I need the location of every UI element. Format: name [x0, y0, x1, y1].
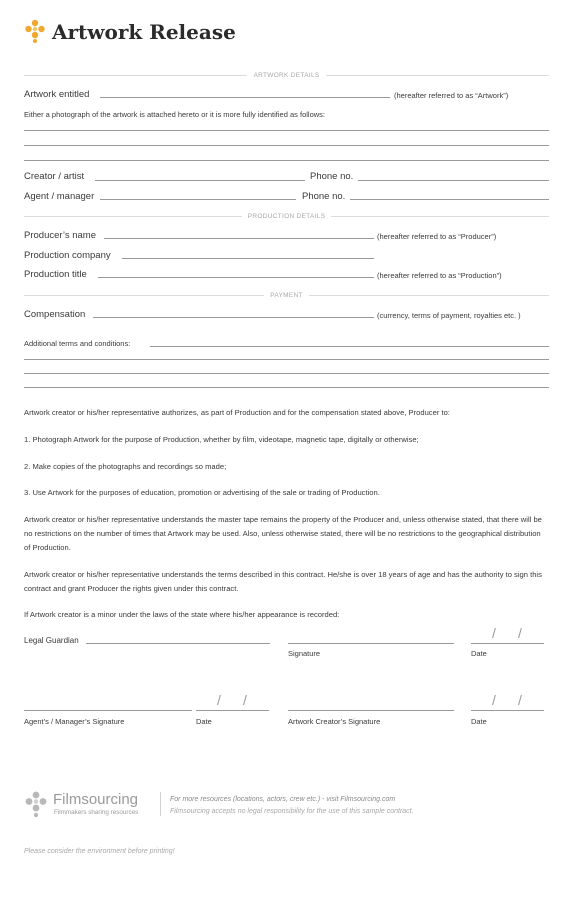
list-item-photograph: 1. Photograph Artwork for the purpose of Production, whether by film, videotape, magnetic tape, digitally or otherwise;: [24, 435, 419, 444]
artwork-entitled-field[interactable]: [100, 97, 390, 98]
minor-paragraph: If Artwork creator is a minor under the laws of the state where his/her appearance is recorded:: [24, 610, 340, 619]
producer-name-label: Producer’s name: [24, 230, 96, 241]
section-payment: PAYMENT: [24, 289, 549, 301]
footer-disclaimer: Filmsourcing accepts no legal responsibility for the use of this sample contract.: [170, 808, 414, 815]
additional-terms-label: Additional terms and conditions:: [24, 339, 131, 348]
environment-note: Please consider the environment before printing!: [24, 848, 175, 855]
production-company-field[interactable]: [122, 258, 374, 259]
legal-guardian-label: Legal Guardian: [24, 636, 79, 645]
production-company-label: Production company: [24, 250, 111, 261]
section-artwork-details: ARTWORK DETAILS: [24, 69, 549, 81]
agent-phone-label: Phone no.: [302, 191, 346, 202]
footer-divider: [160, 792, 161, 816]
agent-date-label: Date: [196, 717, 212, 726]
producer-note: (hereafter referred to as “Producer”): [377, 232, 497, 241]
creator-signature-field[interactable]: [288, 710, 454, 711]
creator-label: Creator / artist: [24, 171, 85, 182]
guardian-signature-field[interactable]: [288, 643, 454, 644]
creator-date-label: Date: [471, 717, 487, 726]
additional-terms-line-4[interactable]: [24, 387, 549, 388]
master-tape-paragraph: Artwork creator or his/her representative understands the master tape remains the property of the Producer and, unless otherwise stated, that there will be no restrictions on the number of times that Artwork may be used. Also, unless otherwise stated, there will be no restrictions to the geographical distribution of Production.: [24, 515, 542, 552]
compensation-label: Compensation: [24, 309, 86, 320]
artwork-entitled-label: Artwork entitled: [24, 89, 90, 100]
authorization-paragraph: Artwork creator or his/her representative authorizes, as part of Production and for the compensation stated above, Producer to:: [24, 408, 450, 417]
photo-instruction: Either a photograph of the artwork is attached hereto or it is more fully identified as follows:: [24, 110, 325, 119]
footer-resources: For more resources (locations, actors, crew etc.) - visit Filmsourcing.com: [170, 796, 396, 803]
date-separator: /: [243, 692, 247, 708]
creator-phone-field[interactable]: [358, 180, 549, 181]
date-separator: /: [518, 625, 522, 641]
artwork-entitled-note: (hereafter referred to as “Artwork”): [394, 91, 509, 100]
production-title-field[interactable]: [98, 277, 374, 278]
filmsourcing-logo-icon: [24, 790, 48, 818]
page-title: Artwork Release: [52, 20, 236, 44]
producer-name-field[interactable]: [104, 238, 374, 239]
date-separator: /: [518, 692, 522, 708]
footer-brand: Filmsourcing: [53, 791, 139, 808]
compensation-field[interactable]: [93, 317, 374, 318]
production-note: (hereafter referred to as “Production”): [377, 271, 502, 280]
creator-field[interactable]: [95, 180, 305, 181]
additional-terms-line-2[interactable]: [24, 359, 549, 360]
logo-icon: [24, 18, 46, 44]
additional-terms-line-1[interactable]: [150, 346, 549, 347]
artwork-description-line-2[interactable]: [24, 145, 549, 146]
guardian-signature-label: Signature: [288, 649, 321, 658]
creator-signature-label: Artwork Creator’s Signature: [288, 717, 381, 726]
agent-date-field[interactable]: [196, 710, 269, 711]
artwork-description-line-1[interactable]: [24, 130, 549, 131]
creator-date-field[interactable]: [471, 710, 544, 711]
compensation-note: (currency, terms of payment, royalties etc. ): [377, 311, 521, 320]
date-separator: /: [492, 692, 496, 708]
production-title-label: Production title: [24, 269, 87, 280]
guardian-date-field[interactable]: [471, 643, 544, 644]
agent-signature-field[interactable]: [24, 710, 192, 711]
list-item-use: 3. Use Artwork for the purposes of education, promotion or advertising of the sale or trading of Production.: [24, 488, 380, 497]
footer-tagline: Filmmakers sharing resources: [54, 809, 139, 816]
section-production-details: PRODUCTION DETAILS: [24, 210, 549, 222]
additional-terms-line-3[interactable]: [24, 373, 549, 374]
date-separator: /: [492, 625, 496, 641]
agent-phone-field[interactable]: [350, 199, 549, 200]
legal-guardian-field[interactable]: [86, 643, 270, 644]
agent-field[interactable]: [100, 199, 296, 200]
authority-paragraph: Artwork creator or his/her representative understands the terms described in this contract. He/she is over 18 years of age and has the authority to sign this contract and grant Producer the rights given under this contract.: [24, 570, 542, 593]
guardian-date-label: Date: [471, 649, 487, 658]
agent-label: Agent / manager: [24, 191, 95, 202]
date-separator: /: [217, 692, 221, 708]
creator-phone-label: Phone no.: [310, 171, 354, 182]
artwork-description-line-3[interactable]: [24, 160, 549, 161]
agent-signature-label: Agent’s / Manager’s Signature: [24, 717, 125, 726]
list-item-copies: 2. Make copies of the photographs and recordings so made;: [24, 462, 227, 471]
